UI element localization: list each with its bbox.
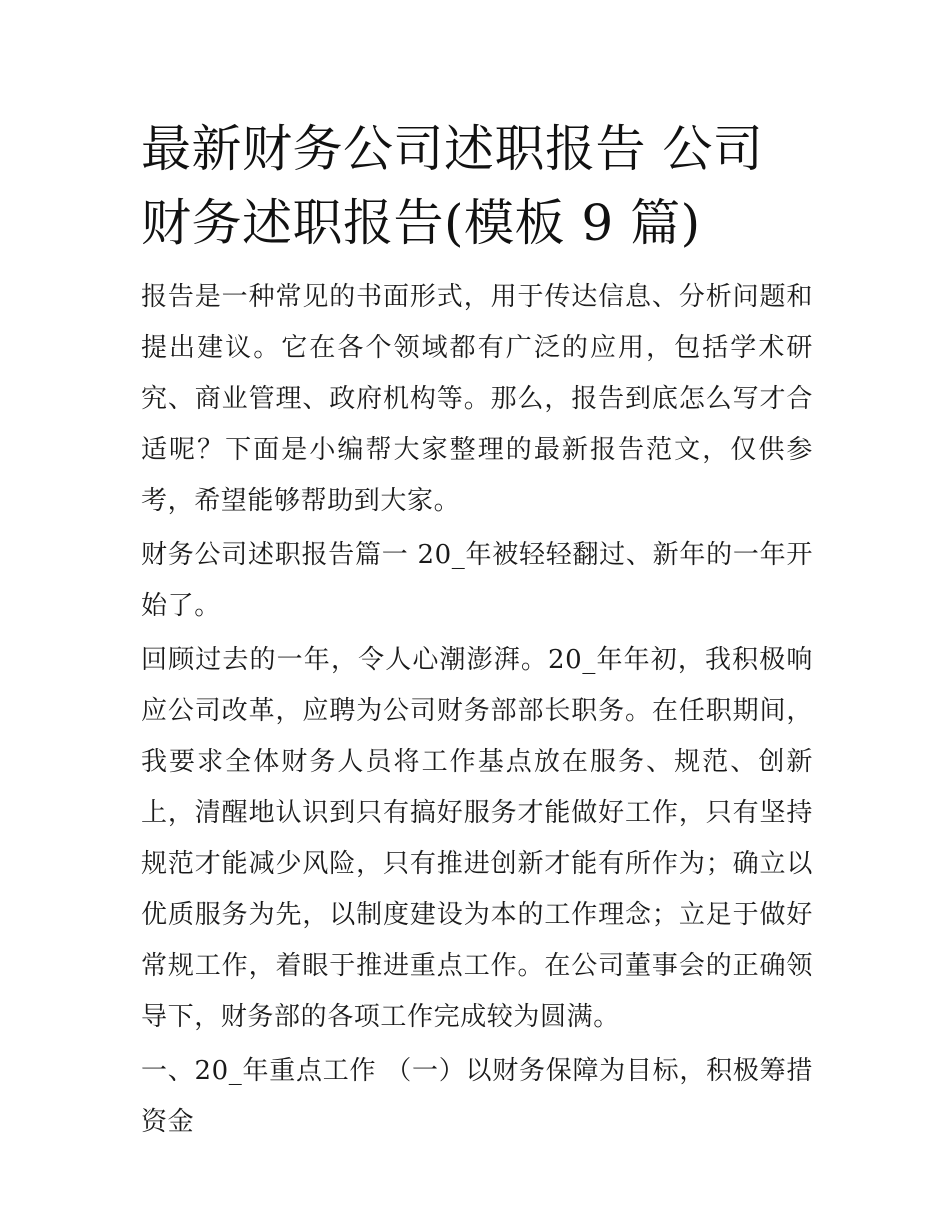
review-paragraph: 回顾过去的一年，令人心潮澎湃。20_年年初，我积极响应公司改革，应聘为公司财务部部长职务。在任职期间，我要求全体财务人员将工作基点放在服务、规范、创新上，清醒地认识到只有搞好服务才能做好工作，只有坚持规范才能减少风险，只有推进创新才能有所作为；确立以优质服务为先，以制度建设为本的工作理念；立足于做好常规工作，着眼于推进重点工作。在公司董事会的正确领导下，财务部的各项工作完成较为圆满。 <box>141 645 813 1032</box>
key-work-heading-paragraph: 一、20_年重点工作 （一）以财务保障为目标，积极筹措资金 <box>141 1056 813 1137</box>
document-title: 最新财务公司述职报告 公司财务述职报告(模板 9 篇) <box>141 120 764 252</box>
document-body <box>141 112 813 1148</box>
section-one-opening-paragraph: 财务公司述职报告篇一 20_年被轻轻翻过、新年的一年开始了。 <box>141 540 813 621</box>
intro-paragraph: 报告是一种常见的书面形式，用于传达信息、分析问题和提出建议。它在各个领域都有广泛的应用，包括学术研究、商业管理、政府机构等。那么，报告到底怎么写才合适呢？下面是小编帮大家整理的最新报告范文，仅供参考，希望能够帮助到大家。 <box>141 282 813 516</box>
